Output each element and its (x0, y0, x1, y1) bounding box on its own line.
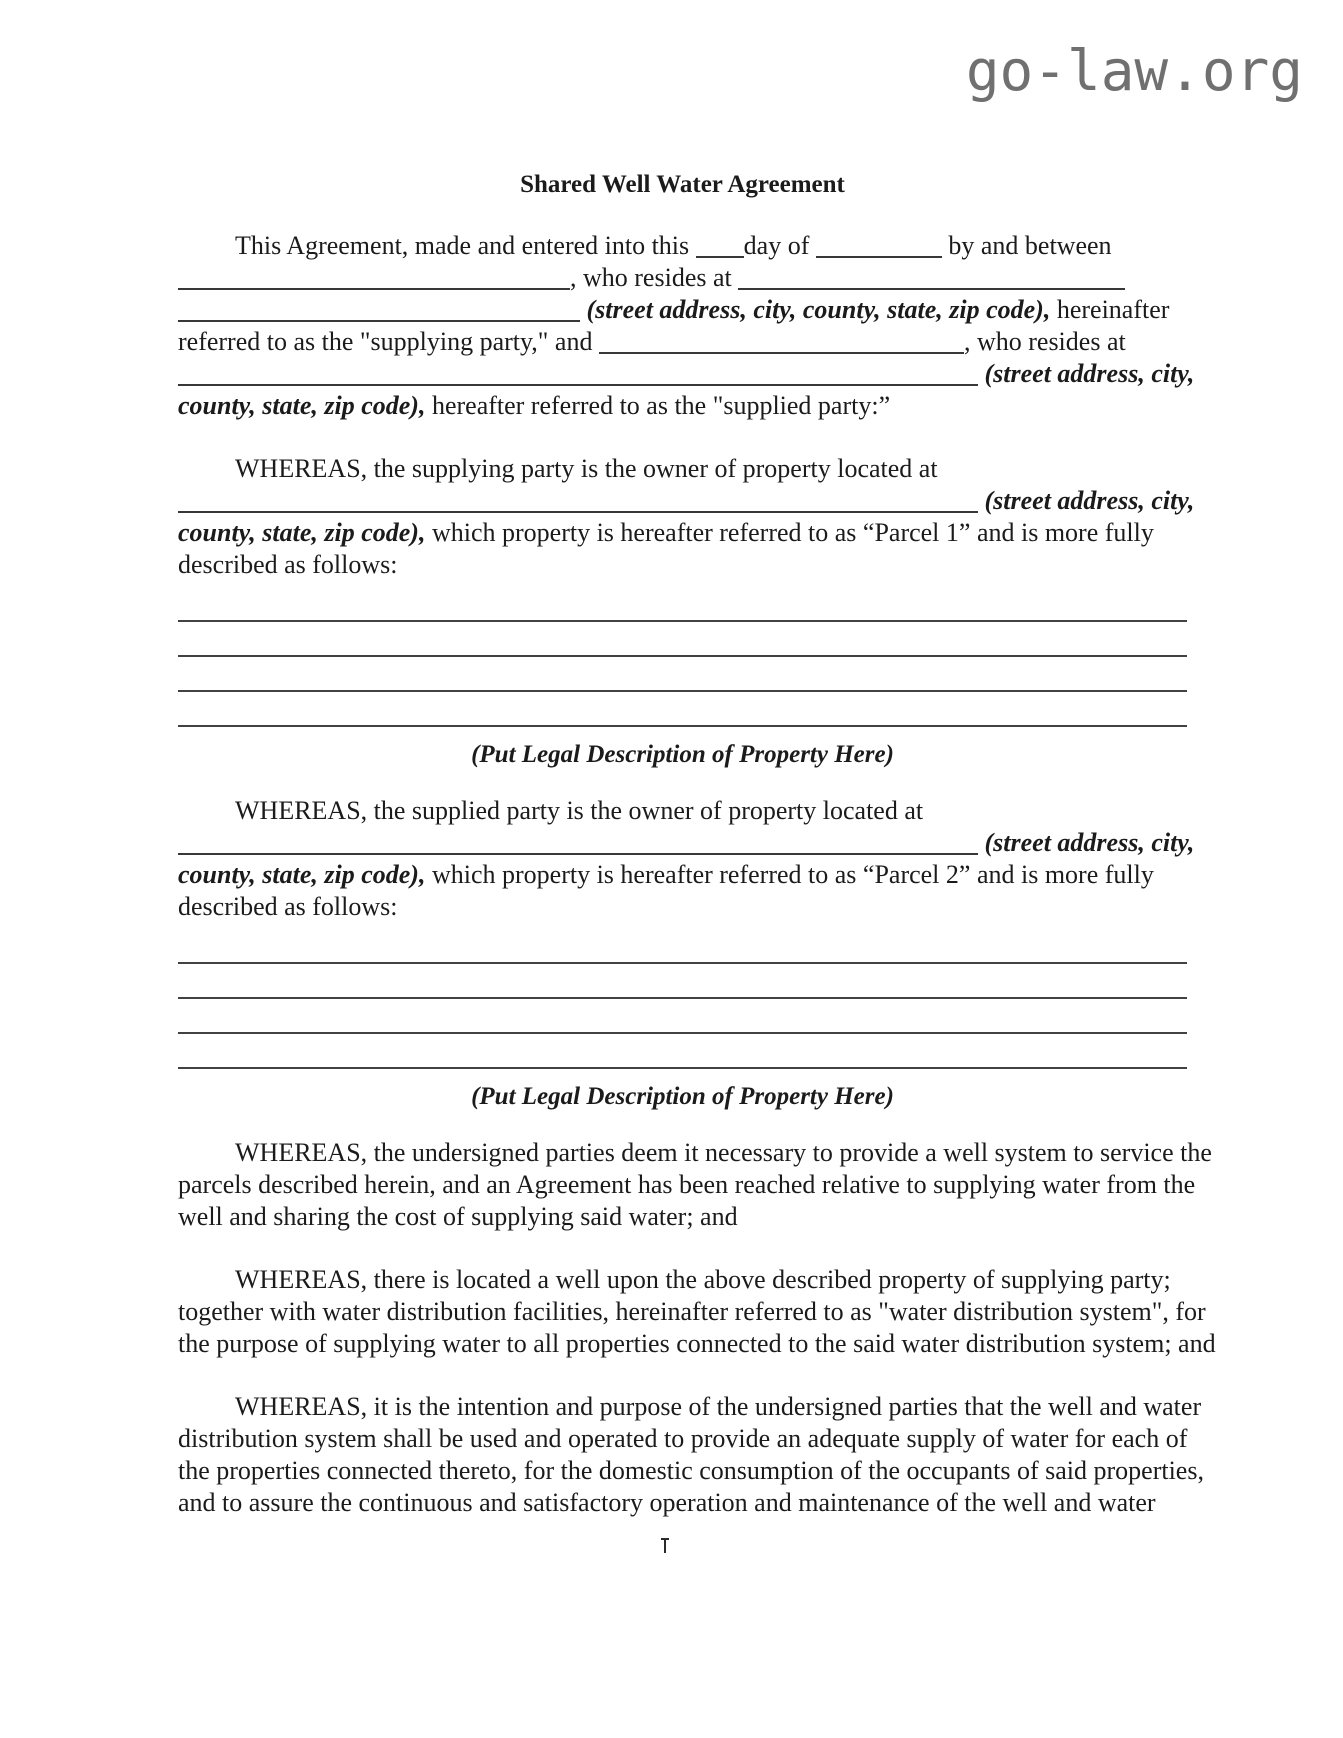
text-line (178, 485, 1195, 517)
text-segment: the properties connected thereto, for the domestic consumption of the occupants of said properties, (178, 1456, 1204, 1485)
text-segment: This Agreement, made and entered into this (235, 231, 696, 260)
blank-field (696, 238, 744, 258)
rule-line (178, 929, 1187, 964)
paragraph (178, 453, 1195, 581)
blank-field (816, 238, 942, 258)
site-logo: go-law.org (965, 39, 1303, 104)
text-line (178, 1423, 1187, 1455)
text-line (178, 549, 1187, 581)
legal-description-block (178, 929, 1187, 1113)
text-segment: WHEREAS, the undersigned parties deem it necessary to provide a well system to service the (235, 1138, 1212, 1167)
emphasis-text: county, state, zip code), (178, 860, 426, 889)
rule-line (178, 657, 1187, 692)
text-segment: WHEREAS, there is located a well upon the above described property of supplying party; (235, 1265, 1171, 1294)
legal-description-caption: (Put Legal Description of Property Here) (471, 741, 894, 768)
text-segment: well and sharing the cost of supplying said water; and (178, 1202, 738, 1231)
text-segment: hereinafter (1050, 295, 1170, 324)
text-line (178, 827, 1195, 859)
text-segment: hereafter referred to as the "supplied party:” (425, 391, 891, 420)
text-line (178, 1137, 1212, 1169)
paragraph (178, 1137, 1212, 1233)
document-content (178, 0, 1216, 1519)
paragraph (178, 1391, 1204, 1519)
rule-line (178, 1034, 1187, 1069)
text-segment: and to assure the continuous and satisfactory operation and maintenance of the well and water (178, 1488, 1156, 1517)
text-line (178, 517, 1187, 549)
paragraph (178, 795, 1195, 923)
text-line (178, 1169, 1196, 1201)
text-line (178, 1296, 1206, 1328)
text-line (178, 1487, 1187, 1519)
text-line (178, 795, 1187, 827)
emphasis-text: (street address, city, (984, 486, 1195, 515)
emphasis-text: county, state, zip code), (178, 391, 426, 420)
blank-field (178, 366, 978, 386)
text-segment: WHEREAS, the supplying party is the owner of property located at (235, 454, 938, 483)
blank-field (178, 302, 580, 322)
text-segment: together with water distribution facilities, hereinafter referred to as "water distribution system", for (178, 1297, 1206, 1326)
text-line (178, 453, 1187, 485)
blank-field (738, 270, 1125, 290)
legal-description-block (178, 587, 1187, 771)
text-segment: , who resides at (570, 263, 739, 292)
text-segment: WHEREAS, the supplied party is the owner of property located at (235, 796, 924, 825)
text-segment: distribution system shall be used and operated to provide an adequate supply of water for each of (178, 1424, 1188, 1453)
text-segment: parcels described herein, and an Agreement has been reached relative to supplying water from the (178, 1170, 1196, 1199)
text-line (178, 230, 1187, 262)
document-title: Shared Well Water Agreement (520, 171, 845, 198)
emphasis-text: (street address, city, (984, 828, 1195, 857)
text-segment: described as follows: (178, 892, 398, 921)
blank-field (178, 493, 978, 513)
emphasis-text: county, state, zip code), (178, 518, 426, 547)
paragraph (178, 230, 1195, 422)
legal-description-caption: (Put Legal Description of Property Here) (471, 1083, 894, 1110)
emphasis-text: (street address, city, county, state, zip code), (586, 295, 1051, 324)
text-cursor-artifact (664, 1538, 666, 1553)
text-segment: day of (743, 231, 816, 260)
text-line (178, 859, 1187, 891)
text-segment: the purpose of supplying water to all properties connected to the said water distribution system; and (178, 1329, 1216, 1358)
text-line (178, 1201, 1187, 1233)
text-segment: by and between (941, 231, 1112, 260)
text-line (178, 1391, 1202, 1423)
text-line (178, 1264, 1187, 1296)
rule-line (178, 692, 1187, 727)
text-line (178, 326, 1187, 358)
rule-line (178, 964, 1187, 999)
document-body (178, 230, 1216, 1519)
text-line (178, 262, 1187, 294)
text-line (178, 1328, 1216, 1360)
text-line (178, 1455, 1204, 1487)
blank-field (178, 270, 570, 290)
rule-line (178, 622, 1187, 657)
text-segment: which property is hereafter referred to as “Parcel 1” and is more fully (425, 518, 1154, 547)
text-segment: described as follows: (178, 550, 398, 579)
emphasis-text: (street address, city, (984, 359, 1195, 388)
rule-line (178, 587, 1187, 622)
blank-field (178, 835, 978, 855)
rule-line (178, 999, 1187, 1034)
text-line (178, 294, 1187, 326)
text-segment: WHEREAS, it is the intention and purpose of the undersigned parties that the well and water (235, 1392, 1202, 1421)
text-segment: which property is hereafter referred to as “Parcel 2” and is more fully (425, 860, 1154, 889)
text-line (178, 891, 1187, 923)
text-segment: , who resides at (963, 327, 1126, 356)
blank-field (599, 334, 964, 354)
paragraph (178, 1264, 1216, 1360)
text-segment: referred to as the "supplying party," and (178, 327, 599, 356)
text-line (178, 390, 1187, 422)
text-line (178, 358, 1195, 390)
